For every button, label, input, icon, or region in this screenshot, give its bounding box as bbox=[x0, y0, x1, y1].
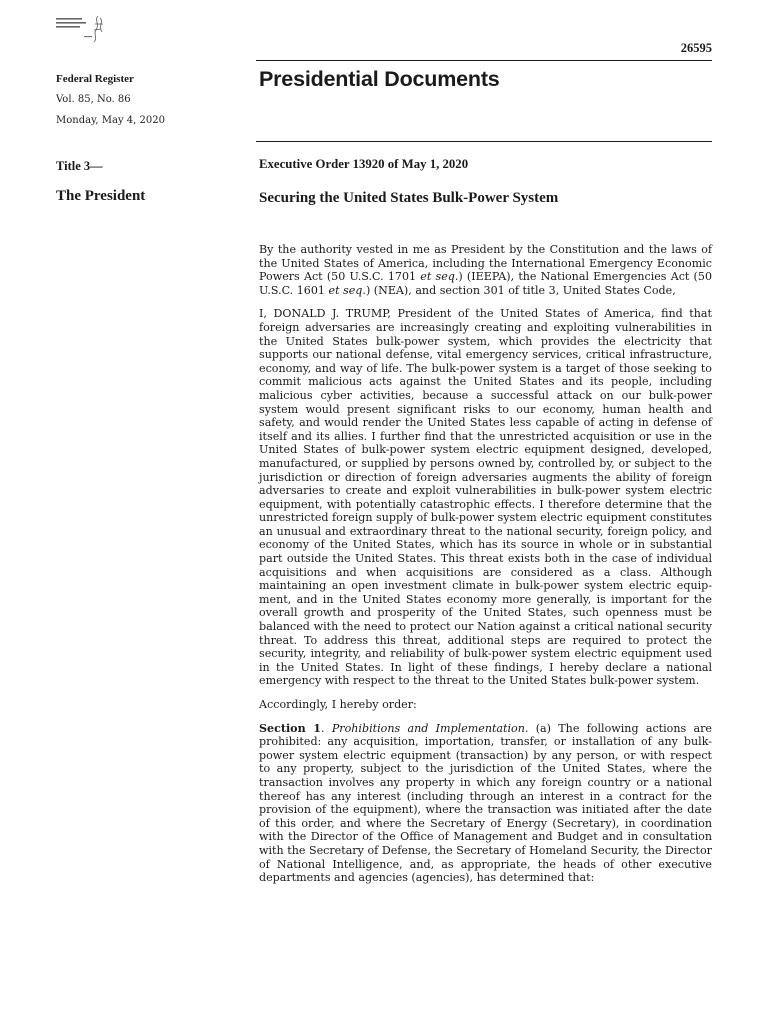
section-1-text: (a) The following actions are prohibited: any acquisition, importation, transfer, or installation of any bulk-power system electric equipment (transaction) by any person, or with respect to any property, subject to the jurisdiction of the United States, where the transaction involves any property in which any foreign country or a national thereof has any interest (including through an interest in a contract for the provision of the equipment), where the transaction was initiated after the date of this order, and where the Secretary of Energy (Secretary), in coordination with the Director of the Office of Management and Budget and in consultation with the Secretary of Defense, the Secretary of Homeland Security, the Director of National Intelligence, and, as appropriate, the heads of other executive departments and agencies (agencies), has determined that: bbox=[259, 721, 712, 885]
executive-order-title: Securing the United States Bulk-Power System bbox=[259, 190, 559, 206]
header-rule bbox=[256, 141, 712, 142]
order-intro-paragraph: Accordingly, I hereby order: bbox=[259, 698, 417, 711]
page-number: 26595 bbox=[680, 41, 712, 55]
section-1-paragraph: Section 1. Prohibitions and Implementation. (a) The following actions are prohibited: any acquisition, importation, transfer, or installation of any bulk-power system electric equipment (transaction) by any person, or with respect to any property, subject to the jurisdiction of the United States, where the transaction involves any property in which any foreign country or a national thereof has any interest (including through an interest in a contract for the provision of the equipment), where the transaction was initiated after the date of this order, and where the Secretary of Energy (Secretary), in coordination with the Director of the Office of Management and Budget and in consultation with the Secretary of Defense, the Secretary of Homeland Security, the Director of National Intelligence, and, as appropriate, the heads of other executive departments and agencies (agencies), has determined that: bbox=[259, 721, 712, 885]
section-1-heading: Prohibitions and Implementation. bbox=[331, 721, 529, 735]
title-label: Title 3— bbox=[56, 159, 103, 173]
federal-register-label: Federal Register bbox=[56, 73, 134, 85]
gpo-authentication-seal bbox=[54, 12, 110, 46]
order-body bbox=[259, 243, 712, 895]
section-1-label: Section 1 bbox=[259, 721, 321, 735]
preamble-italic-1: et seq. bbox=[420, 270, 459, 284]
preamble-text-1: By the authority vested in me as President by the Constitution and the laws of the United States of America, including the International Emergency Economic Powers Act (50 U.S.C. 1701 bbox=[259, 243, 712, 284]
preamble-italic-2: et seq. bbox=[328, 283, 366, 297]
preamble-text-3: ) (NEA), and section 301 of title 3, United States Code, bbox=[365, 283, 676, 297]
author-label: The President bbox=[56, 188, 146, 204]
top-rule bbox=[256, 60, 712, 61]
section-heading: Presidential Documents bbox=[259, 67, 500, 91]
preamble-paragraph bbox=[259, 243, 712, 297]
findings-paragraph: I, DONALD J. TRUMP, President of the United States of America, find that foreign adversaries are increasingly creating and exploiting vulnerabilities in the United States bulk-power system, which provides the electricity that supports our national defense, vital emergency services, critical infrastructure, economy, and way of life. The bulk-power system is a target of those seeking to commit malicious acts against the United States and its people, including malicious cyber activities, because a successful attack on our bulk-power system would present significant risks to our economy, human health and safety, and would render the United States less capable of acting in defense of itself and its allies. I further find that the unrestricted acquisition or use in the United States of bulk-power system electric equipment designed, developed, manufactured, or supplied by persons owned by, controlled by, or subject to the jurisdiction or direction of foreign adversaries augments the ability of foreign adversaries to create and exploit vulnerabilities in bulk-power system electric equipment, with potentially catastrophic effects. I therefore determine that the unrestricted foreign supply of bulk-power system electric equipment constitutes an unusual and extraordinary threat to the national security, foreign policy, and economy of the United States, which has its source in whole or in substantial part outside the United States. This threat exists both in the case of individual acquisitions and when acquisitions are considered as a class. Although maintaining an open investment climate in bulk-power system electric equipment, and in the United States economy more generally, is important for the overall growth and prosperity of the United States, such openness must be balanced with the need to protect our Nation against a critical national security threat. To address this threat, additional steps are required to protect the security, integrity, and reliability of bulk-power system electric equipment used in the United States. In light of these findings, I hereby declare a national emergency with respect to the threat to the United States bulk-power system. bbox=[259, 307, 712, 688]
executive-order-number: Executive Order 13920 of May 1, 2020 bbox=[259, 157, 469, 171]
publication-date: Monday, May 4, 2020 bbox=[56, 115, 165, 126]
volume-number: Vol. 85, No. 86 bbox=[56, 94, 131, 105]
preamble-text-2: ) (IEEPA), the National Emergencies Act (50 U.S.C. 1601 bbox=[259, 270, 713, 297]
